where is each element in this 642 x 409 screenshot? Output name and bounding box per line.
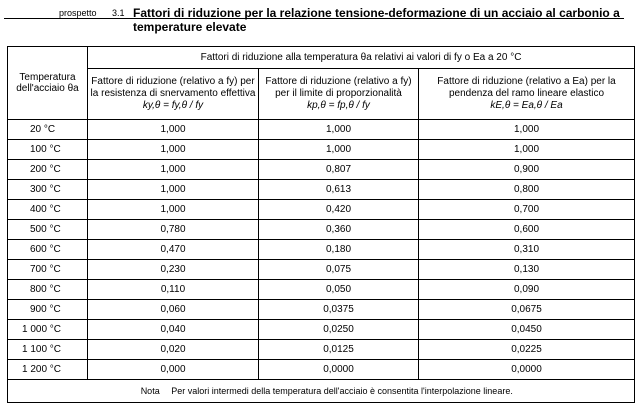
kE-cell: 0,0000 xyxy=(419,360,635,380)
table-row xyxy=(8,200,635,220)
kE-cell: 1,000 xyxy=(419,120,635,140)
ky-cell: 1,000 xyxy=(88,180,259,200)
temperature-cell: 800 °C xyxy=(8,280,88,300)
note-cell xyxy=(8,380,635,403)
note-row xyxy=(8,380,635,403)
ky-cell: 0,040 xyxy=(88,320,259,340)
col-header-ky-formula: ky,θ = fy,θ / fy xyxy=(142,100,204,111)
note-label: Nota xyxy=(140,386,160,396)
kp-cell: 0,0000 xyxy=(259,360,419,380)
ky-cell: 0,000 xyxy=(88,360,259,380)
table-row xyxy=(8,220,635,240)
kp-cell: 1,000 xyxy=(259,140,419,160)
ky-cell: 0,230 xyxy=(88,260,259,280)
kE-cell: 0,0450 xyxy=(419,320,635,340)
ky-cell: 1,000 xyxy=(88,160,259,180)
kp-cell: 0,075 xyxy=(259,260,419,280)
kE-cell: 0,900 xyxy=(419,160,635,180)
col-header-temperature: Temperatura dell'acciaio θa xyxy=(8,47,88,120)
reduction-factors-table xyxy=(7,46,635,403)
table-row xyxy=(8,120,635,140)
caption-title: Fattori di riduzione per la relazione tensione-deformazione di un acciaio al carbonio a temperature elevate xyxy=(133,6,620,34)
note-text: Per valori intermedi della temperatura dell'acciaio è consentita l'interpolazione lineare. xyxy=(171,386,513,396)
temperature-cell: 200 °C xyxy=(8,160,88,180)
kp-cell: 0,0250 xyxy=(259,320,419,340)
kp-cell: 0,0375 xyxy=(259,300,419,320)
ky-cell: 1,000 xyxy=(88,140,259,160)
ky-cell: 1,000 xyxy=(88,200,259,220)
temperature-cell: 400 °C xyxy=(8,200,88,220)
col-header-kp-formula: kp,θ = fp,θ / fy xyxy=(307,100,370,111)
group-header: Fattori di riduzione alla temperatura θa relativi ai valori di fy o Ea a 20 °C xyxy=(88,47,635,69)
kp-cell: 0,050 xyxy=(259,280,419,300)
temperature-cell: 700 °C xyxy=(8,260,88,280)
kE-cell: 0,310 xyxy=(419,240,635,260)
temperature-cell: 300 °C xyxy=(8,180,88,200)
temperature-cell: 900 °C xyxy=(8,300,88,320)
kE-cell: 0,0675 xyxy=(419,300,635,320)
ky-cell: 0,060 xyxy=(88,300,259,320)
kE-cell: 0,090 xyxy=(419,280,635,300)
kp-cell: 0,420 xyxy=(259,200,419,220)
kE-cell: 1,000 xyxy=(419,140,635,160)
kp-cell: 0,360 xyxy=(259,220,419,240)
kp-cell: 0,613 xyxy=(259,180,419,200)
caption-number: 3.1 xyxy=(112,8,125,18)
col-header-kE xyxy=(419,69,635,120)
kp-cell: 0,0125 xyxy=(259,340,419,360)
table-row xyxy=(8,320,635,340)
temperature-cell: 1 100 °C xyxy=(8,340,88,360)
col-header-kE-formula: kE,θ = Ea,θ / Ea xyxy=(490,100,563,111)
col-header-kE-title: Fattore di riduzione (relativo a Ea) per la pendenza del ramo lineare elastico xyxy=(437,76,616,99)
table-row xyxy=(8,280,635,300)
kE-cell: 0,600 xyxy=(419,220,635,240)
ky-cell: 1,000 xyxy=(88,120,259,140)
temperature-cell: 1 000 °C xyxy=(8,320,88,340)
ky-cell: 0,110 xyxy=(88,280,259,300)
col-header-kp xyxy=(259,69,419,120)
temperature-cell: 500 °C xyxy=(8,220,88,240)
col-header-kp-title: Fattore di riduzione (relativo a fy) per il limite di proporzionalità xyxy=(265,76,412,99)
table-row xyxy=(8,140,635,160)
table-row xyxy=(8,340,635,360)
kE-cell: 0,800 xyxy=(419,180,635,200)
temperature-cell: 600 °C xyxy=(8,240,88,260)
table-caption xyxy=(4,4,634,40)
ky-cell: 0,470 xyxy=(88,240,259,260)
table-row xyxy=(8,300,635,320)
temperature-cell: 20 °C xyxy=(8,120,88,140)
ky-cell: 0,020 xyxy=(88,340,259,360)
caption-label: prospetto xyxy=(59,8,97,18)
ky-cell: 0,780 xyxy=(88,220,259,240)
temperature-cell: 100 °C xyxy=(8,140,88,160)
kE-cell: 0,130 xyxy=(419,260,635,280)
table-row xyxy=(8,180,635,200)
table-row xyxy=(8,240,635,260)
table-row xyxy=(8,160,635,180)
col-header-ky xyxy=(88,69,259,120)
kp-cell: 0,807 xyxy=(259,160,419,180)
table-row xyxy=(8,360,635,380)
kp-cell: 0,180 xyxy=(259,240,419,260)
table-row xyxy=(8,260,635,280)
kp-cell: 1,000 xyxy=(259,120,419,140)
kE-cell: 0,0225 xyxy=(419,340,635,360)
temperature-cell: 1 200 °C xyxy=(8,360,88,380)
kE-cell: 0,700 xyxy=(419,200,635,220)
col-header-ky-title: Fattore di riduzione (relativo a fy) per la resistenza di snervamento effettiva xyxy=(90,76,256,99)
